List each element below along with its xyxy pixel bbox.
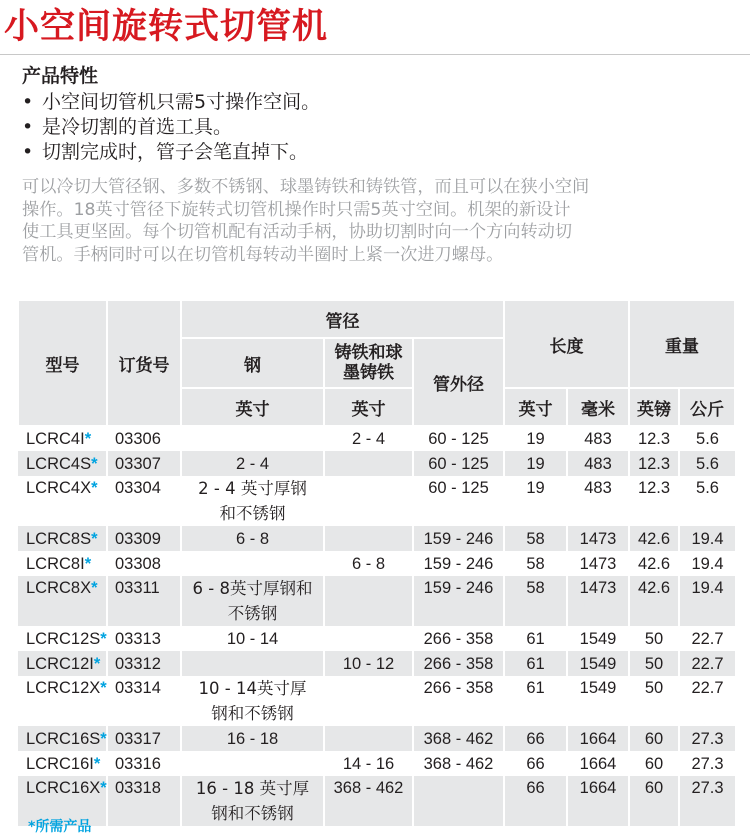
order-no-cell: 03316	[107, 751, 181, 776]
weight-kg-cell: 5.6	[679, 426, 735, 451]
model-cell: LCRC16S*	[18, 726, 107, 751]
footer-note: *所需产品	[28, 819, 92, 835]
order-no-cell: 03314	[107, 676, 181, 726]
length-inch-cell: 66	[504, 751, 567, 776]
weight-kg-cell: 5.6	[679, 476, 735, 526]
features-list	[22, 90, 320, 165]
required-marker: *	[100, 629, 107, 648]
table-row	[18, 651, 735, 676]
cast-iron-inch-cell: 10 - 12	[324, 651, 413, 676]
model-cell: LCRC8X*	[18, 576, 107, 626]
model-cell: LCRC8I*	[26, 554, 92, 573]
page-title: 小空间旋转式切管机	[4, 7, 329, 47]
required-marker: *	[91, 454, 98, 473]
weight-kg-cell: 5.6	[679, 451, 735, 476]
header-pipe-diameter: 管径	[181, 300, 504, 338]
header-weight-kg: 公斤	[679, 388, 735, 426]
required-marker: *	[100, 729, 107, 748]
header-model: 型号	[18, 300, 107, 426]
length-mm-cell: 1549	[567, 626, 629, 651]
required-marker: *	[100, 779, 107, 797]
pipe-od-cell: 266 - 358	[413, 626, 504, 651]
order-no-cell: 03306	[107, 426, 181, 451]
length-inch-cell: 61	[504, 626, 567, 651]
description-line: 可以冷切大管径钢、多数不锈钢、球墨铸铁和铸铁管，而且可以在狭小空间	[22, 177, 590, 197]
description-line: 操作。18英寸管径下旋转式切管机操作时只需5英寸空间。机架的新设计	[22, 199, 571, 220]
order-no-cell: 03318	[107, 776, 181, 826]
table-row	[18, 476, 735, 526]
cast-iron-inch-cell	[324, 476, 413, 526]
title-divider	[0, 54, 750, 55]
length-inch-cell: 61	[504, 651, 567, 676]
length-inch-cell: 58	[504, 576, 567, 626]
required-marker: *	[91, 579, 98, 597]
order-no-cell: 03307	[107, 451, 181, 476]
pipe-od-cell	[413, 776, 504, 826]
pipe-od-cell: 60 - 125	[413, 451, 504, 476]
steel-inch-cell: 6 - 8英寸厚钢和不锈钢	[181, 576, 324, 626]
cast-iron-inch-cell: 14 - 16	[324, 751, 413, 776]
model-cell: LCRC12S*	[26, 629, 107, 648]
cast-iron-inch-cell	[324, 676, 413, 726]
header-cast-iron: 铸铁和球墨铸铁	[324, 338, 413, 388]
length-mm-cell: 1473	[567, 551, 629, 576]
weight-kg-cell: 27.3	[679, 751, 735, 776]
length-mm-cell: 483	[567, 426, 629, 451]
pipe-od-cell: 266 - 358	[413, 651, 504, 676]
cast-iron-inch-cell	[324, 526, 413, 551]
required-marker: *	[91, 479, 98, 497]
product-description	[22, 176, 734, 266]
weight-lb-cell: 42.6	[629, 526, 679, 551]
weight-lb-cell: 50	[629, 651, 679, 676]
table-row	[18, 576, 735, 626]
model-cell: LCRC8S*	[18, 526, 107, 551]
order-no-cell: 03317	[107, 726, 181, 751]
length-mm-cell: 1473	[567, 576, 629, 626]
pipe-od-cell: 368 - 462	[413, 726, 504, 751]
table-row	[18, 726, 735, 751]
cast-iron-inch-cell	[324, 726, 413, 751]
steel-inch-cell: 10 - 14	[181, 626, 324, 651]
header-length: 长度	[504, 300, 629, 388]
length-inch-cell: 58	[504, 526, 567, 551]
weight-lb-cell: 12.3	[629, 426, 679, 451]
model-cell: LCRC12I*	[18, 651, 107, 676]
cast-iron-inch-cell: 2 - 4	[324, 426, 413, 451]
table-row	[18, 451, 735, 476]
order-no-cell: 03309	[107, 526, 181, 551]
feature-item: • 小空间切管机只需5寸操作空间。	[22, 91, 321, 113]
bullet-icon: •	[22, 91, 34, 113]
cast-iron-inch-cell	[324, 451, 413, 476]
weight-kg-cell: 19.4	[679, 576, 735, 626]
table-row	[18, 526, 735, 551]
required-marker: *	[93, 654, 101, 673]
weight-kg-cell: 27.3	[679, 726, 735, 751]
weight-kg-cell: 22.7	[679, 651, 735, 676]
pipe-od-cell: 60 - 125	[413, 426, 504, 451]
length-mm-cell: 1473	[567, 526, 629, 551]
required-marker: *	[93, 754, 101, 773]
required-marker: *	[91, 529, 98, 548]
length-inch-cell: 19	[504, 476, 567, 526]
table-row	[18, 776, 735, 826]
length-inch-cell: 61	[504, 676, 567, 726]
length-mm-cell: 1549	[567, 651, 629, 676]
pipe-od-cell: 266 - 358	[413, 676, 504, 726]
weight-lb-cell: 50	[629, 626, 679, 651]
table-row	[18, 426, 735, 451]
order-no-cell: 03312	[107, 651, 181, 676]
length-mm-cell: 483	[567, 451, 629, 476]
length-inch-cell: 19	[504, 451, 567, 476]
required-marker: *	[84, 430, 92, 448]
length-mm-cell: 483	[567, 476, 629, 526]
table-row	[18, 551, 735, 576]
weight-kg-cell: 22.7	[679, 626, 735, 651]
description-line: 管机。手柄同时可以在切管机每转动半圈时上紧一次进刀螺母。	[22, 244, 504, 265]
table-row	[18, 751, 735, 776]
pipe-od-cell: 368 - 462	[413, 751, 504, 776]
model-cell: LCRC4S*	[18, 451, 107, 476]
steel-inch-cell: 6 - 8	[181, 526, 324, 551]
header-order-no: 订货号	[107, 300, 181, 426]
cast-iron-inch-cell: 6 - 8	[324, 551, 413, 576]
length-mm-cell: 1664	[567, 751, 629, 776]
header-steel: 钢	[181, 338, 324, 388]
length-inch-cell: 66	[504, 726, 567, 751]
steel-inch-cell	[181, 651, 324, 676]
cast-iron-inch-cell	[324, 576, 413, 626]
weight-lb-cell: 12.3	[629, 451, 679, 476]
weight-lb-cell: 50	[629, 676, 679, 726]
feature-item: • 是冷切割的首选工具。	[22, 116, 233, 138]
order-no-cell: 03313	[107, 626, 181, 651]
header-length-inch: 英寸	[504, 388, 567, 426]
weight-kg-cell: 27.3	[679, 776, 735, 826]
steel-inch-cell	[181, 751, 324, 776]
length-mm-cell: 1664	[567, 726, 629, 751]
bullet-icon: •	[22, 116, 34, 138]
order-no-cell: 03304	[107, 476, 181, 526]
table-row	[18, 676, 735, 726]
steel-inch-cell: 16 - 18	[181, 726, 324, 751]
length-inch-cell: 58	[504, 551, 567, 576]
feature-item: • 切割完成时，管子会笔直掉下。	[22, 141, 309, 163]
order-no-cell: 03308	[107, 551, 181, 576]
cast-iron-inch-cell	[324, 626, 413, 651]
pipe-od-cell: 159 - 246	[413, 576, 504, 626]
model-cell: LCRC16I*	[26, 754, 101, 773]
header-weight-lb: 英镑	[629, 388, 679, 426]
bullet-icon: •	[22, 141, 34, 163]
steel-inch-cell: 10 - 14英寸厚钢和不锈钢	[181, 676, 324, 726]
weight-lb-cell: 60	[629, 751, 679, 776]
header-steel-inch: 英寸	[181, 388, 324, 426]
header-length-mm: 毫米	[567, 388, 629, 426]
model-cell: LCRC16X*	[18, 776, 107, 826]
pipe-od-cell: 60 - 125	[413, 476, 504, 526]
weight-kg-cell: 22.7	[679, 676, 735, 726]
weight-kg-cell: 19.4	[679, 526, 735, 551]
steel-inch-cell: 2 - 4 英寸厚钢和不锈钢	[181, 476, 324, 526]
order-no-cell: 03311	[107, 576, 181, 626]
weight-lb-cell: 60	[629, 726, 679, 751]
weight-lb-cell: 60	[629, 776, 679, 826]
pipe-od-cell: 159 - 246	[413, 526, 504, 551]
length-inch-cell: 66	[504, 776, 567, 826]
weight-lb-cell: 42.6	[629, 551, 679, 576]
length-mm-cell: 1549	[567, 676, 629, 726]
length-mm-cell: 1664	[567, 776, 629, 826]
header-weight: 重量	[629, 300, 735, 388]
features-heading: 产品特性	[22, 65, 99, 87]
steel-inch-cell	[181, 551, 324, 576]
length-inch-cell: 19	[504, 426, 567, 451]
model-cell: LCRC12X*	[26, 679, 107, 697]
header-iron-inch: 英寸	[324, 388, 413, 426]
steel-inch-cell: 2 - 4	[181, 451, 324, 476]
header-pipe-od: 管外径	[413, 338, 504, 426]
model-cell: LCRC4X*	[26, 479, 98, 497]
cast-iron-inch-cell: 368 - 462	[324, 776, 413, 826]
steel-inch-cell	[181, 426, 324, 451]
model-cell: LCRC4I*	[26, 430, 92, 448]
weight-kg-cell: 19.4	[679, 551, 735, 576]
steel-inch-cell: 16 - 18 英寸厚钢和不锈钢	[181, 776, 324, 826]
required-marker: *	[100, 679, 107, 697]
weight-lb-cell: 42.6	[629, 576, 679, 626]
weight-lb-cell: 12.3	[629, 476, 679, 526]
required-marker: *	[84, 554, 92, 573]
description-line: 使工具更坚固。每个切管机配有活动手柄，协助切割时向一个方向转动切	[22, 222, 573, 242]
table-row	[18, 626, 735, 651]
pipe-od-cell: 159 - 246	[413, 551, 504, 576]
